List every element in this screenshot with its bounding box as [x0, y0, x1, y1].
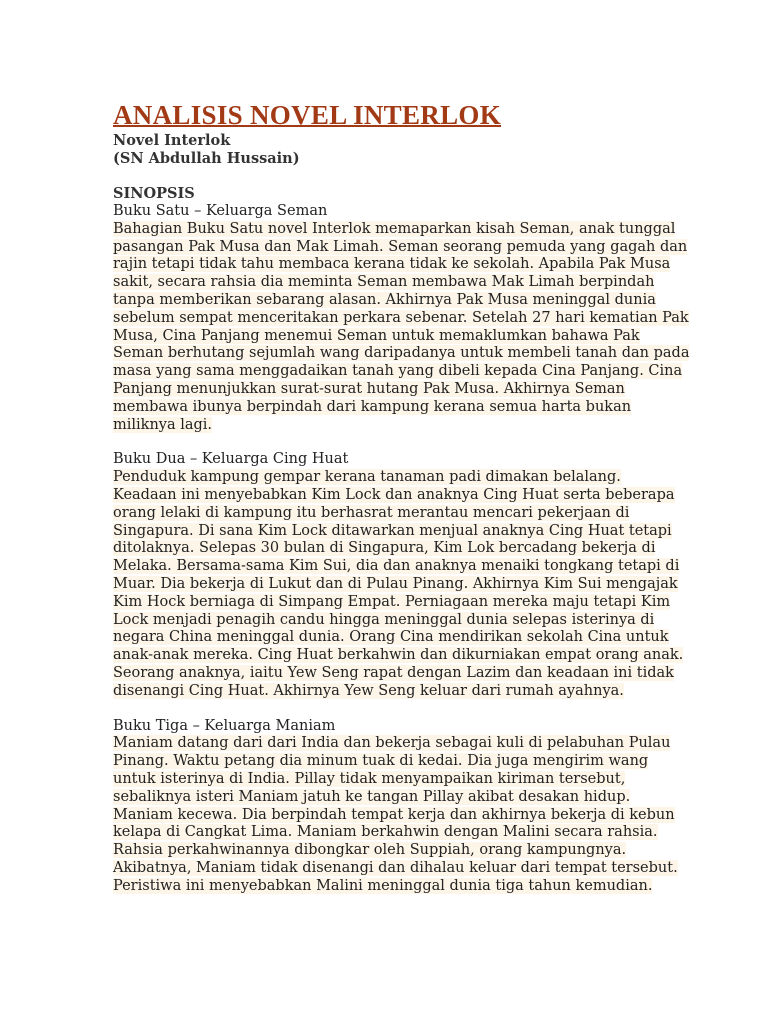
paragraph-line: [113, 469, 673, 487]
paragraph-line: [113, 807, 673, 825]
paragraph-line: [113, 487, 673, 505]
synopsis-heading: SINOPSIS: [113, 185, 195, 202]
paragraph-line: [113, 753, 673, 771]
paragraph-line: [113, 328, 673, 346]
paragraph-line-text: Musa, Cina Panjang menemui Seman untuk memaklumkan bahawa Pak: [113, 327, 640, 344]
paragraph-line: [113, 594, 673, 612]
paragraph-line-text: Keadaan ini menyebabkan Kim Lock dan anaknya Cing Huat serta beberapa: [113, 486, 675, 503]
paragraph-line: [113, 274, 673, 292]
paragraph-line: [113, 238, 688, 257]
paragraph-line: [113, 859, 678, 878]
paragraph-line: [113, 381, 673, 399]
paragraph-line: [113, 878, 673, 896]
paragraph-line-text: Seman berhutang sejumlah wang daripadanya untuk membeli tanah dan pada: [113, 345, 690, 362]
section-heading: Buku Satu – Keluarga Seman: [113, 203, 328, 219]
document-page: [113, 98, 690, 895]
paragraph-line-text: masa yang sama menggadaikan tanah yang dibeli kepada Cina Panjang. Cina: [113, 363, 683, 380]
paragraph-line: [113, 523, 673, 541]
paragraph-line: [113, 292, 673, 310]
paragraph-line: [113, 842, 673, 860]
paragraph-line: [113, 309, 689, 328]
section-2: [113, 451, 684, 700]
document-title: ANALISIS NOVEL INTERLOK: [113, 100, 502, 130]
paragraph-line-text: ditolaknya. Selepas 30 bulan di Singapura, Kim Lok bercadang bekerja di: [113, 540, 656, 557]
paragraph-line-text: Akibatnya, Maniam tidak disenangi dan dihalau keluar dari tempat tersebut.: [113, 859, 678, 876]
paragraph-line: [113, 612, 673, 630]
paragraph-line-text: anak-anak mereka. Cing Huat berkahwin dan dikurniakan empat orang anak.: [113, 647, 684, 664]
paragraph-line-text: negara China meninggal dunia. Orang Cina mendirikan sekolah Cina untuk: [113, 629, 669, 646]
paragraph-line-text: Rahsia perkahwinannya dibongkar oleh Suppiah, orang kampungnya.: [113, 842, 627, 859]
paragraph-line: [113, 647, 684, 665]
paragraph-line-text: kelapa di Cangkat Lima. Maniam berkahwin dengan Malini secara rahsia.: [113, 824, 658, 841]
paragraph-line: [113, 629, 673, 647]
section-heading: Buku Dua – Keluarga Cing Huat: [113, 451, 349, 468]
paragraph-line: [113, 256, 673, 274]
synopsis-body: [113, 203, 690, 895]
paragraph-line-text: disenangi Cing Huat. Akhirnya Yew Seng keluar dari rumah ayahnya.: [113, 682, 624, 699]
paragraph-line: [113, 505, 673, 523]
paragraph-line: [113, 220, 676, 239]
paragraph-line: [113, 558, 680, 576]
paragraph-line-text: untuk isterinya di India. Pillay tidak menyampaikan kiriman tersebut,: [113, 770, 626, 787]
paragraph-line-text: Penduduk kampung gempar kerana tanaman padi dimakan belalang.: [113, 469, 621, 486]
paragraph-line-text: membawa ibunya berpindah dari kampung kerana semua harta bukan: [113, 398, 632, 415]
paragraph-line-text: Maniam kecewa. Dia berpindah tempat kerja dan akhirnya bekerja di kebun: [113, 806, 675, 823]
paragraph-line: [113, 789, 673, 807]
paragraph-line-text: orang lelaki di kampung itu berhasrat merantau mencari pekerjaan di: [113, 504, 630, 521]
paragraph-line-text: Panjang menunjukkan surat-surat hutang Pak Musa. Akhirnya Seman: [113, 380, 625, 397]
paragraph-line: [113, 399, 673, 417]
paragraph-line-text: Lock menjadi penagih candu hingga meninggal dunia selepas isterinya di: [113, 611, 655, 628]
paragraph-line-text: sebaliknya isteri Maniam jatuh ke tangan Pillay akibat desakan hidup.: [113, 788, 631, 805]
paragraph-line: [113, 575, 678, 594]
paragraph-line-text: Seorang anaknya, iaitu Yew Seng rapat dengan Lazim dan keadaan ini tidak: [113, 664, 674, 681]
paragraph-line: [113, 735, 673, 753]
paragraph-line-text: Melaka. Bersama-sama Kim Sui, dia dan anaknya menaiki tongkang tetapi di: [113, 558, 680, 575]
paragraph-line: [113, 417, 673, 435]
paragraph-line-text: sakit, secara rahsia dia meminta Seman membawa Mak Limah berpindah: [113, 274, 655, 291]
paragraph-line-text: sebelum sempat menceritakan perkara sebenar. Setelah 27 hari kematian Pak: [113, 309, 689, 326]
paragraph-line-text: Muar. Dia bekerja di Lukut dan di Pulau Pinang. Akhirnya Kim Sui mengajak: [113, 575, 678, 592]
section-heading: Buku Tiga – Keluarga Maniam: [113, 717, 336, 734]
paragraph-line-text: Kim Hock berniaga di Simpang Empat. Perniagaan mereka maju tetapi Kim: [113, 593, 671, 610]
paragraph-line-text: Bahagian Buku Satu novel Interlok memaparkan kisah Seman, anak tunggal: [113, 220, 676, 237]
paragraph-line-text: Pinang. Waktu petang dia minum tuak di kedai. Dia juga mengirim wang: [113, 753, 649, 770]
paragraph-line: [113, 665, 673, 683]
section-3: [113, 717, 678, 896]
subtitle-line-2: (SN Abdullah Hussain): [113, 150, 300, 167]
paragraph-line: [113, 824, 673, 842]
section-1: [113, 203, 690, 434]
paragraph-line-text: Singapura. Di sana Kim Lock ditawarkan menjual anaknya Cing Huat tetapi: [113, 522, 672, 539]
paragraph-line-text: tanpa memberikan sebarang alasan. Akhirnya Pak Musa meninggal dunia: [113, 291, 656, 308]
paragraph-line: [113, 540, 673, 558]
paragraph-line-text: Maniam datang dari dari India dan bekerja sebagai kuli di pelabuhan Pulau: [113, 735, 671, 752]
subtitle-line-1: Novel Interlok: [113, 132, 231, 149]
paragraph-line: [113, 683, 673, 701]
paragraph-line: [113, 771, 673, 789]
paragraph-line-text: pasangan Pak Musa dan Mak Limah. Seman seorang pemuda yang gagah dan: [113, 238, 688, 255]
paragraph-line: [113, 363, 683, 381]
paragraph-line: [113, 345, 690, 363]
paragraph-line-text: rajin tetapi tidak tahu membaca kerana tidak ke sekolah. Apabila Pak Musa: [113, 256, 671, 273]
paragraph-line-text: Peristiwa ini menyebabkan Malini meninggal dunia tiga tahun kemudian.: [113, 877, 653, 894]
paragraph-line-text: miliknya lagi.: [113, 416, 213, 433]
